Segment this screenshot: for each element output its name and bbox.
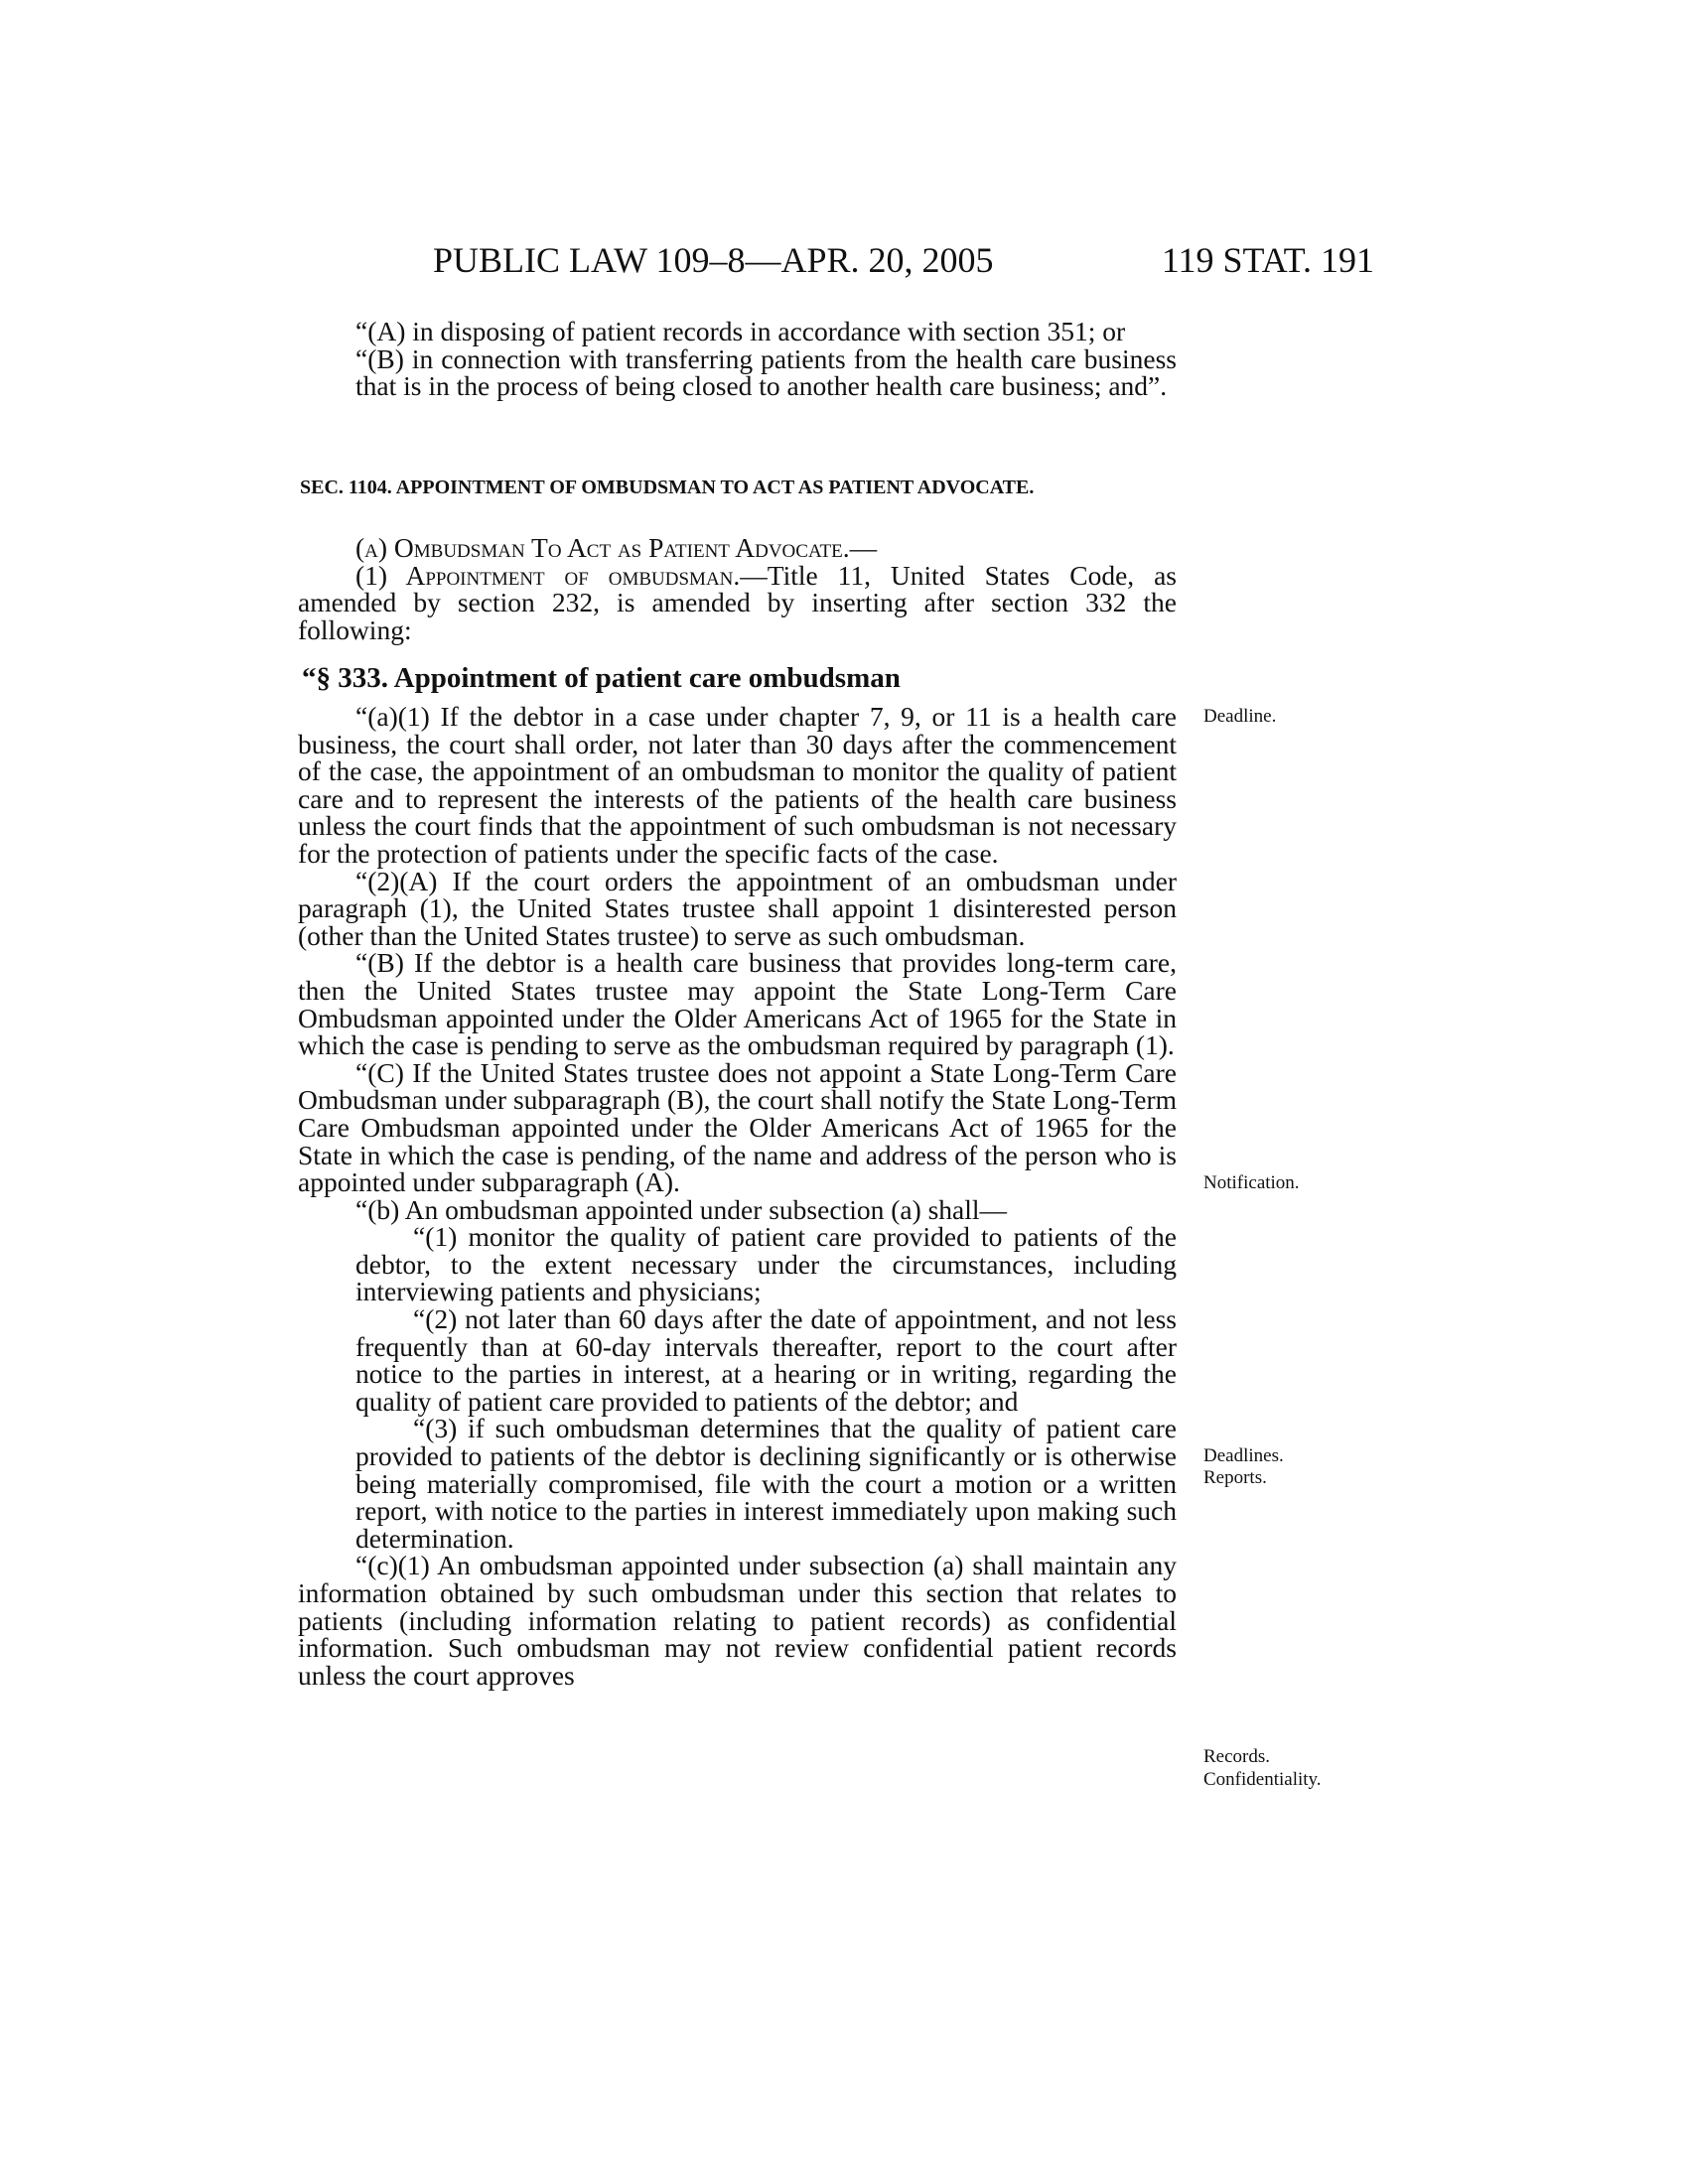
margin-note-notification: Notification. bbox=[1203, 1172, 1300, 1193]
subsection-c1: “(c)(1) An ombudsman appointed under subsection (a) shall maintain any information obtained by such ombudsman under this section that relates to patients (including information relating to patient records) as confidential information. Such ombudsman may not review confidential patient records unless the court approves bbox=[298, 1550, 1177, 1691]
paragraph-1-label: (1) Appointment of ombudsman. bbox=[355, 559, 741, 591]
section-1104-body bbox=[298, 534, 1177, 643]
subsection-b2: “(2) not later than 60 days after the date of appointment, and not less frequently than at 60-day intervals thereafter, report to the court after notice to the parties in interest, at a hearing or in writing, regarding the quality of patient care provided to patients of the debtor; and bbox=[355, 1303, 1177, 1417]
section-333-body bbox=[298, 703, 1177, 1689]
margin-note-reports: Reports. bbox=[1203, 1467, 1267, 1488]
paragraph-1-text: —Title 11, United States Code, as amended by section 232, is amended by inserting after section 332 the following: bbox=[298, 559, 1177, 645]
margin-note-deadlines: Deadlines. bbox=[1203, 1445, 1284, 1466]
subsection-a-heading bbox=[298, 534, 1177, 562]
subsection-a-heading-text: (a) Ombudsman To Act as Patient Advocate.— bbox=[355, 532, 878, 563]
running-head-title: PUBLIC LAW 109–8—APR. 20, 2005 bbox=[433, 240, 994, 280]
margin-note-deadline: Deadline. bbox=[1203, 706, 1277, 727]
paragraph-A-patient-records: “(A) in disposing of patient records in accordance with section 351; or bbox=[355, 316, 1126, 346]
paragraph-1-appointment bbox=[298, 559, 1177, 645]
subsection-a1: “(a)(1) If the debtor in a case under chapter 7, 9, or 11 is a health care business, the court shall order, not later than 30 days after the commencement of the case, the appointment of an ombudsman to monitor the quality of patient care and to represent the interests of the patients of the health care business unless the court finds that the appointment of such ombudsman is not necessary for the protection of patients under the specific facts of the case. bbox=[298, 701, 1177, 869]
paragraph-B-transferring-patients: “(B) in connection with transferring patients from the health care business that is in the process of being closed to another health care business; and”. bbox=[355, 342, 1177, 402]
margin-note-records: Records. bbox=[1203, 1746, 1271, 1767]
statute-page-number: 119 STAT. 191 bbox=[1161, 240, 1374, 280]
margin-note-confidentiality: Confidentiality. bbox=[1203, 1769, 1322, 1790]
subsection-a2B: “(B) If the debtor is a health care business that provides long-term care, then the United States trustee may appoint the State Long-Term Care Ombudsman appointed under the Older Americans Act of 1965 for the State in which the case is pending to serve as the ombudsman required by paragraph (1). bbox=[298, 947, 1177, 1061]
subsection-b1: “(1) monitor the quality of patient care provided to patients of the debtor, to the extent necessary under the circumstances, including interviewing patients and physicians; bbox=[355, 1221, 1177, 1307]
subsection-a2C: “(C) If the United States trustee does not appoint a State Long-Term Care Ombudsman under subparagraph (B), the court shall notify the State Long-Term Care Ombudsman appointed under the Older Americans Act of 1965 for the State in which the case is pending, of the name and address of the person who is appointed under subparagraph (A). bbox=[298, 1056, 1177, 1198]
top-amendment-text bbox=[298, 318, 1177, 400]
section-1104-heading: SEC. 1104. APPOINTMENT OF OMBUDSMAN TO ACT AS PATIENT ADVOCATE. bbox=[300, 477, 1035, 498]
section-333-heading: “§ 333. Appointment of patient care ombudsman bbox=[302, 662, 901, 694]
subsection-b: “(b) An ombudsman appointed under subsection (a) shall— bbox=[355, 1193, 1008, 1225]
subsection-a2A: “(2)(A) If the court orders the appointment of an ombudsman under paragraph (1), the United States trustee shall appoint 1 disinterested person (other than the United States trustee) to serve as such ombudsman. bbox=[298, 865, 1177, 951]
subsection-b3: “(3) if such ombudsman determines that the quality of patient care provided to patients of the debtor is declining significantly or is otherwise being materially compromised, file with the court a motion or a written report, with notice to the parties in interest immediately upon making such determination. bbox=[355, 1413, 1177, 1554]
